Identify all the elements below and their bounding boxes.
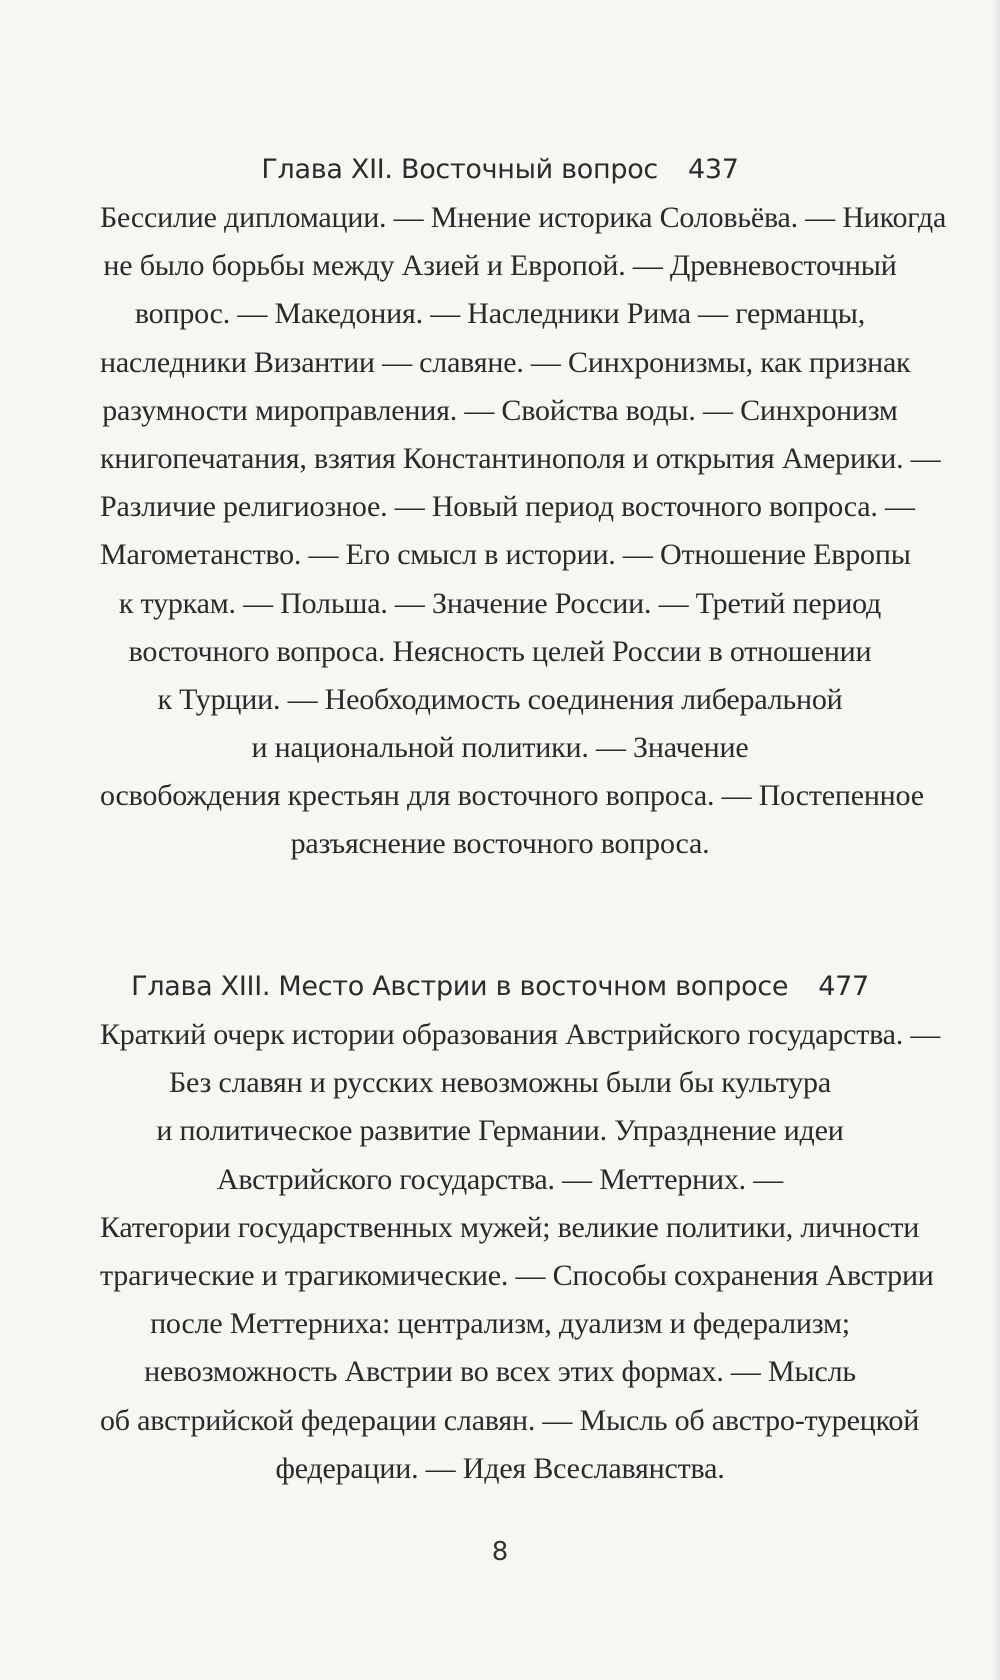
page-number: 8 <box>491 1537 509 1567</box>
summary-line: Магометанство. — Его смысл в истории. — Отношение Европы <box>100 538 911 572</box>
chapter-page-number: 477 <box>818 971 869 1002</box>
chapter-entry-xii <box>100 148 947 869</box>
summary-line: вопрос. — Македония. — Наследники Рима — германцы, <box>134 297 866 331</box>
chapter-page-number: 437 <box>687 154 739 185</box>
summary-line: после Меттерниха: централизм, дуализм и федерализм; <box>150 1307 850 1341</box>
summary-line: к Турции. — Необходимость соединения либеральной <box>157 682 843 716</box>
summary-line: трагические и трагикомические. — Способы сохранения Австрии <box>100 1258 934 1292</box>
summary-line: Категории государственных мужей; великие политики, личности <box>100 1210 920 1244</box>
summary-line: разумности мироправления. — Свойства воды. — Синхронизм <box>102 393 898 427</box>
summary-line: наследники Византии — славяне. — Синхронизмы, как признак <box>100 345 911 379</box>
summary-line: освобождения крестьян для восточного вопроса. — Постепенное <box>100 779 924 813</box>
summary-line: и политическое развитие Германии. Упразднение идеи <box>156 1114 844 1148</box>
summary-line: и национальной политики. — Значение <box>251 731 749 765</box>
page-edge-shadow <box>992 0 1000 1680</box>
chapter-summary <box>100 194 947 869</box>
chapter-heading-row <box>100 148 900 192</box>
summary-line: к туркам. — Польша. — Значение России. — Третий период <box>118 586 882 620</box>
summary-line: невозможность Австрии во всех этих формах. — Мысль <box>144 1355 856 1389</box>
chapter-summary <box>100 1011 941 1493</box>
summary-line: федерации. — Идея Всеславянства. <box>275 1451 725 1485</box>
chapter-title: Глава XIII. Место Австрии в восточном вопросе <box>131 971 789 1002</box>
summary-line: Австрийского государства. — Меттерних. — <box>216 1162 784 1196</box>
chapter-title: Глава XII. Восточный вопрос <box>261 154 658 185</box>
summary-line: не было борьбы между Азией и Европой. — Древневосточный <box>103 249 897 283</box>
summary-line: Краткий очерк истории образования Австрийского государства. — <box>100 1018 941 1051</box>
summary-line: Бессилие дипломации. — Мнение историка Соловьёва. — Никогда <box>100 201 947 234</box>
chapter-entry-xiii <box>100 965 941 1493</box>
summary-line: Без славян и русских невозможны были бы культура <box>169 1066 831 1100</box>
summary-line: книгопечатания, взятия Константинополя и открытия Америки. — <box>100 441 941 475</box>
summary-line: восточного вопроса. Неясность целей России в отношении <box>128 634 872 668</box>
chapter-heading-row <box>100 965 900 1009</box>
summary-line: разъяснение восточного вопроса. <box>290 827 710 861</box>
summary-line: об австрийской федерации славян. — Мысль об австро-турецкой <box>100 1403 920 1437</box>
summary-line: Различие религиозное. — Новый период восточного вопроса. — <box>100 490 915 524</box>
